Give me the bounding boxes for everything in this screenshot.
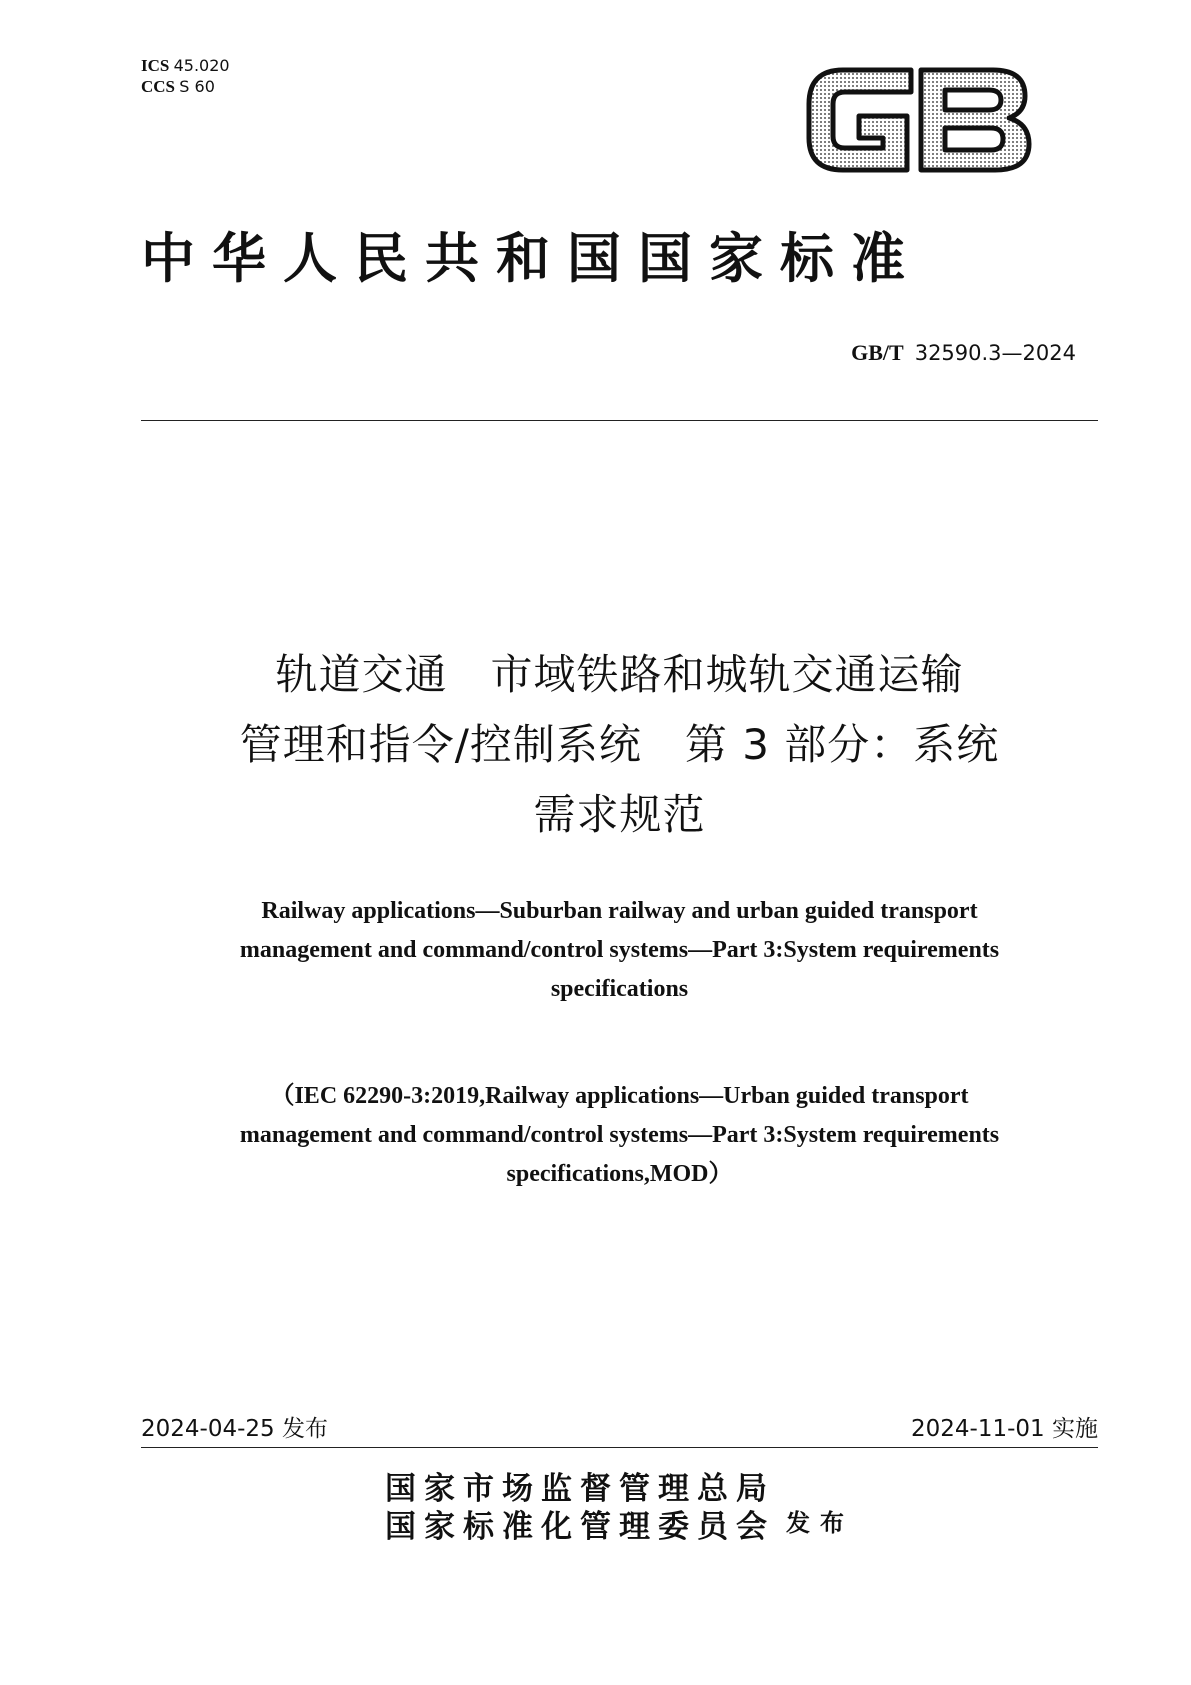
publisher-name: 国家市场监督管理总局 [385,1471,775,1507]
ccs-code [141,76,230,97]
ics-code [141,55,230,76]
chinese-title-line: 轨道交通 市域铁路和城轨交通运输 [275,650,964,699]
national-standard-title: 中华人民共和国国家标准 [141,226,922,290]
publisher-names [385,1470,775,1546]
english-title-line: specifications [550,976,689,1002]
header-divider [141,420,1098,421]
chinese-title [141,640,1098,850]
english-title [141,892,1098,1009]
source-standard-line: management and command/control systems—Part 3:System requirements [239,1122,1000,1148]
classification-codes [141,55,230,97]
standard-number [851,340,1076,366]
standard-prefix: GB/T [851,340,904,365]
ccs-value: S 60 [179,77,215,96]
source-standard-line: （IEC 62290-3:2019,Railway applications—Urban guided transport [270,1083,969,1109]
ics-value: 45.020 [173,56,230,75]
ics-label: ICS [141,56,170,75]
source-standard-line: specifications,MOD） [506,1161,733,1187]
publish-verb: 发布 [786,1508,854,1537]
footer-divider [141,1447,1098,1448]
english-title-line: Railway applications—Suburban railway and urban guided transport [261,898,978,924]
chinese-title-line: 管理和指令/控制系统 第 3 部分：系统 [239,720,1000,769]
source-standard [141,1077,1098,1194]
standard-number-value: 32590.3—2024 [914,341,1076,365]
implementation-date: 2024-11-01 实施 [911,1416,1098,1442]
publisher-name: 国家标准化管理委员会 [385,1509,775,1545]
english-title-line: management and command/control systems—Part 3:System requirements [239,937,1000,963]
release-date: 2024-04-25 发布 [141,1416,328,1442]
gb-logo [803,60,1035,178]
chinese-title-line: 需求规范 [533,790,706,839]
ccs-label: CCS [141,77,176,96]
